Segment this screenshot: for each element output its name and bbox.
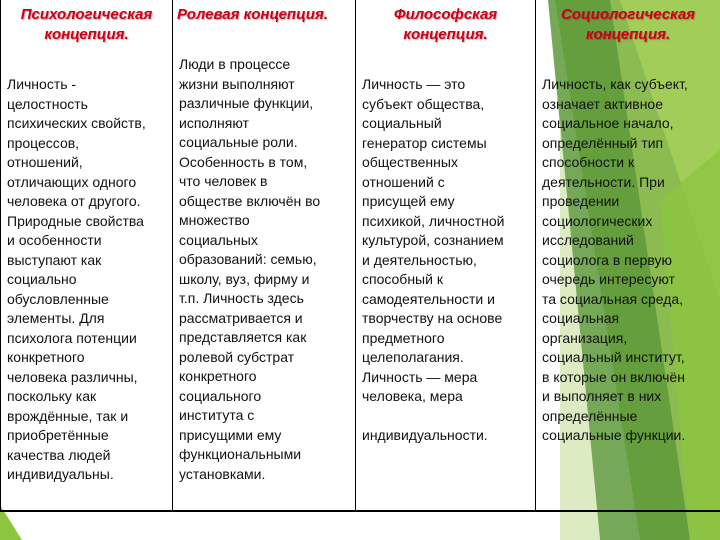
cell-sociological: Личность, как субъект, означает активное социальное начало, определённый тип способности к деятельности. При проведении социологических исследований социолога в первую очередь интересуют та социальная среда, социальная организация, социальный институт, в которые он включён и выполняет в них определённые социальные функции. <box>536 61 720 511</box>
header-role: Ролевая концепция. <box>173 0 356 61</box>
header-philosophical: Философская концепция. <box>356 0 536 61</box>
cell-psychological: Личность - целостность психических свойств, процессов, отношений, отличающих одного человека от другого. Природные свойства и особенности выступают как социально обусловленные элементы. Для психолога потенции конкретного человека различны, поскольку как врождённые, так и приобретённые качества людей индивидуальны. <box>1 61 173 511</box>
header-row <box>1 0 720 61</box>
cell-role: Люди в процессе жизни выполняют различные функции, исполняют социальные роли. Особенность в том, что человек в обществе включён во множество социальных образований: семью, школу, вуз, фирму и т.п. Личность здесь рассматривается и представляется как ролевой субстрат конкретного социального института с присущими ему функциональными установками. <box>173 55 356 505</box>
table-row <box>1 61 720 511</box>
cell-philosophical: Личность — это субъект общества, социальный генератор системы общественных отношений с присущей ему психикой, личностной культурой, сознанием и деятельностью, способный к самодеятельности и творчеству на основе предметного целеполагания. Личность — мера человека, мера индивидуальности. <box>356 61 536 511</box>
header-sociological: Социологическая концепция. <box>536 0 720 61</box>
header-psychological: Психологическая концепция. <box>1 0 173 61</box>
